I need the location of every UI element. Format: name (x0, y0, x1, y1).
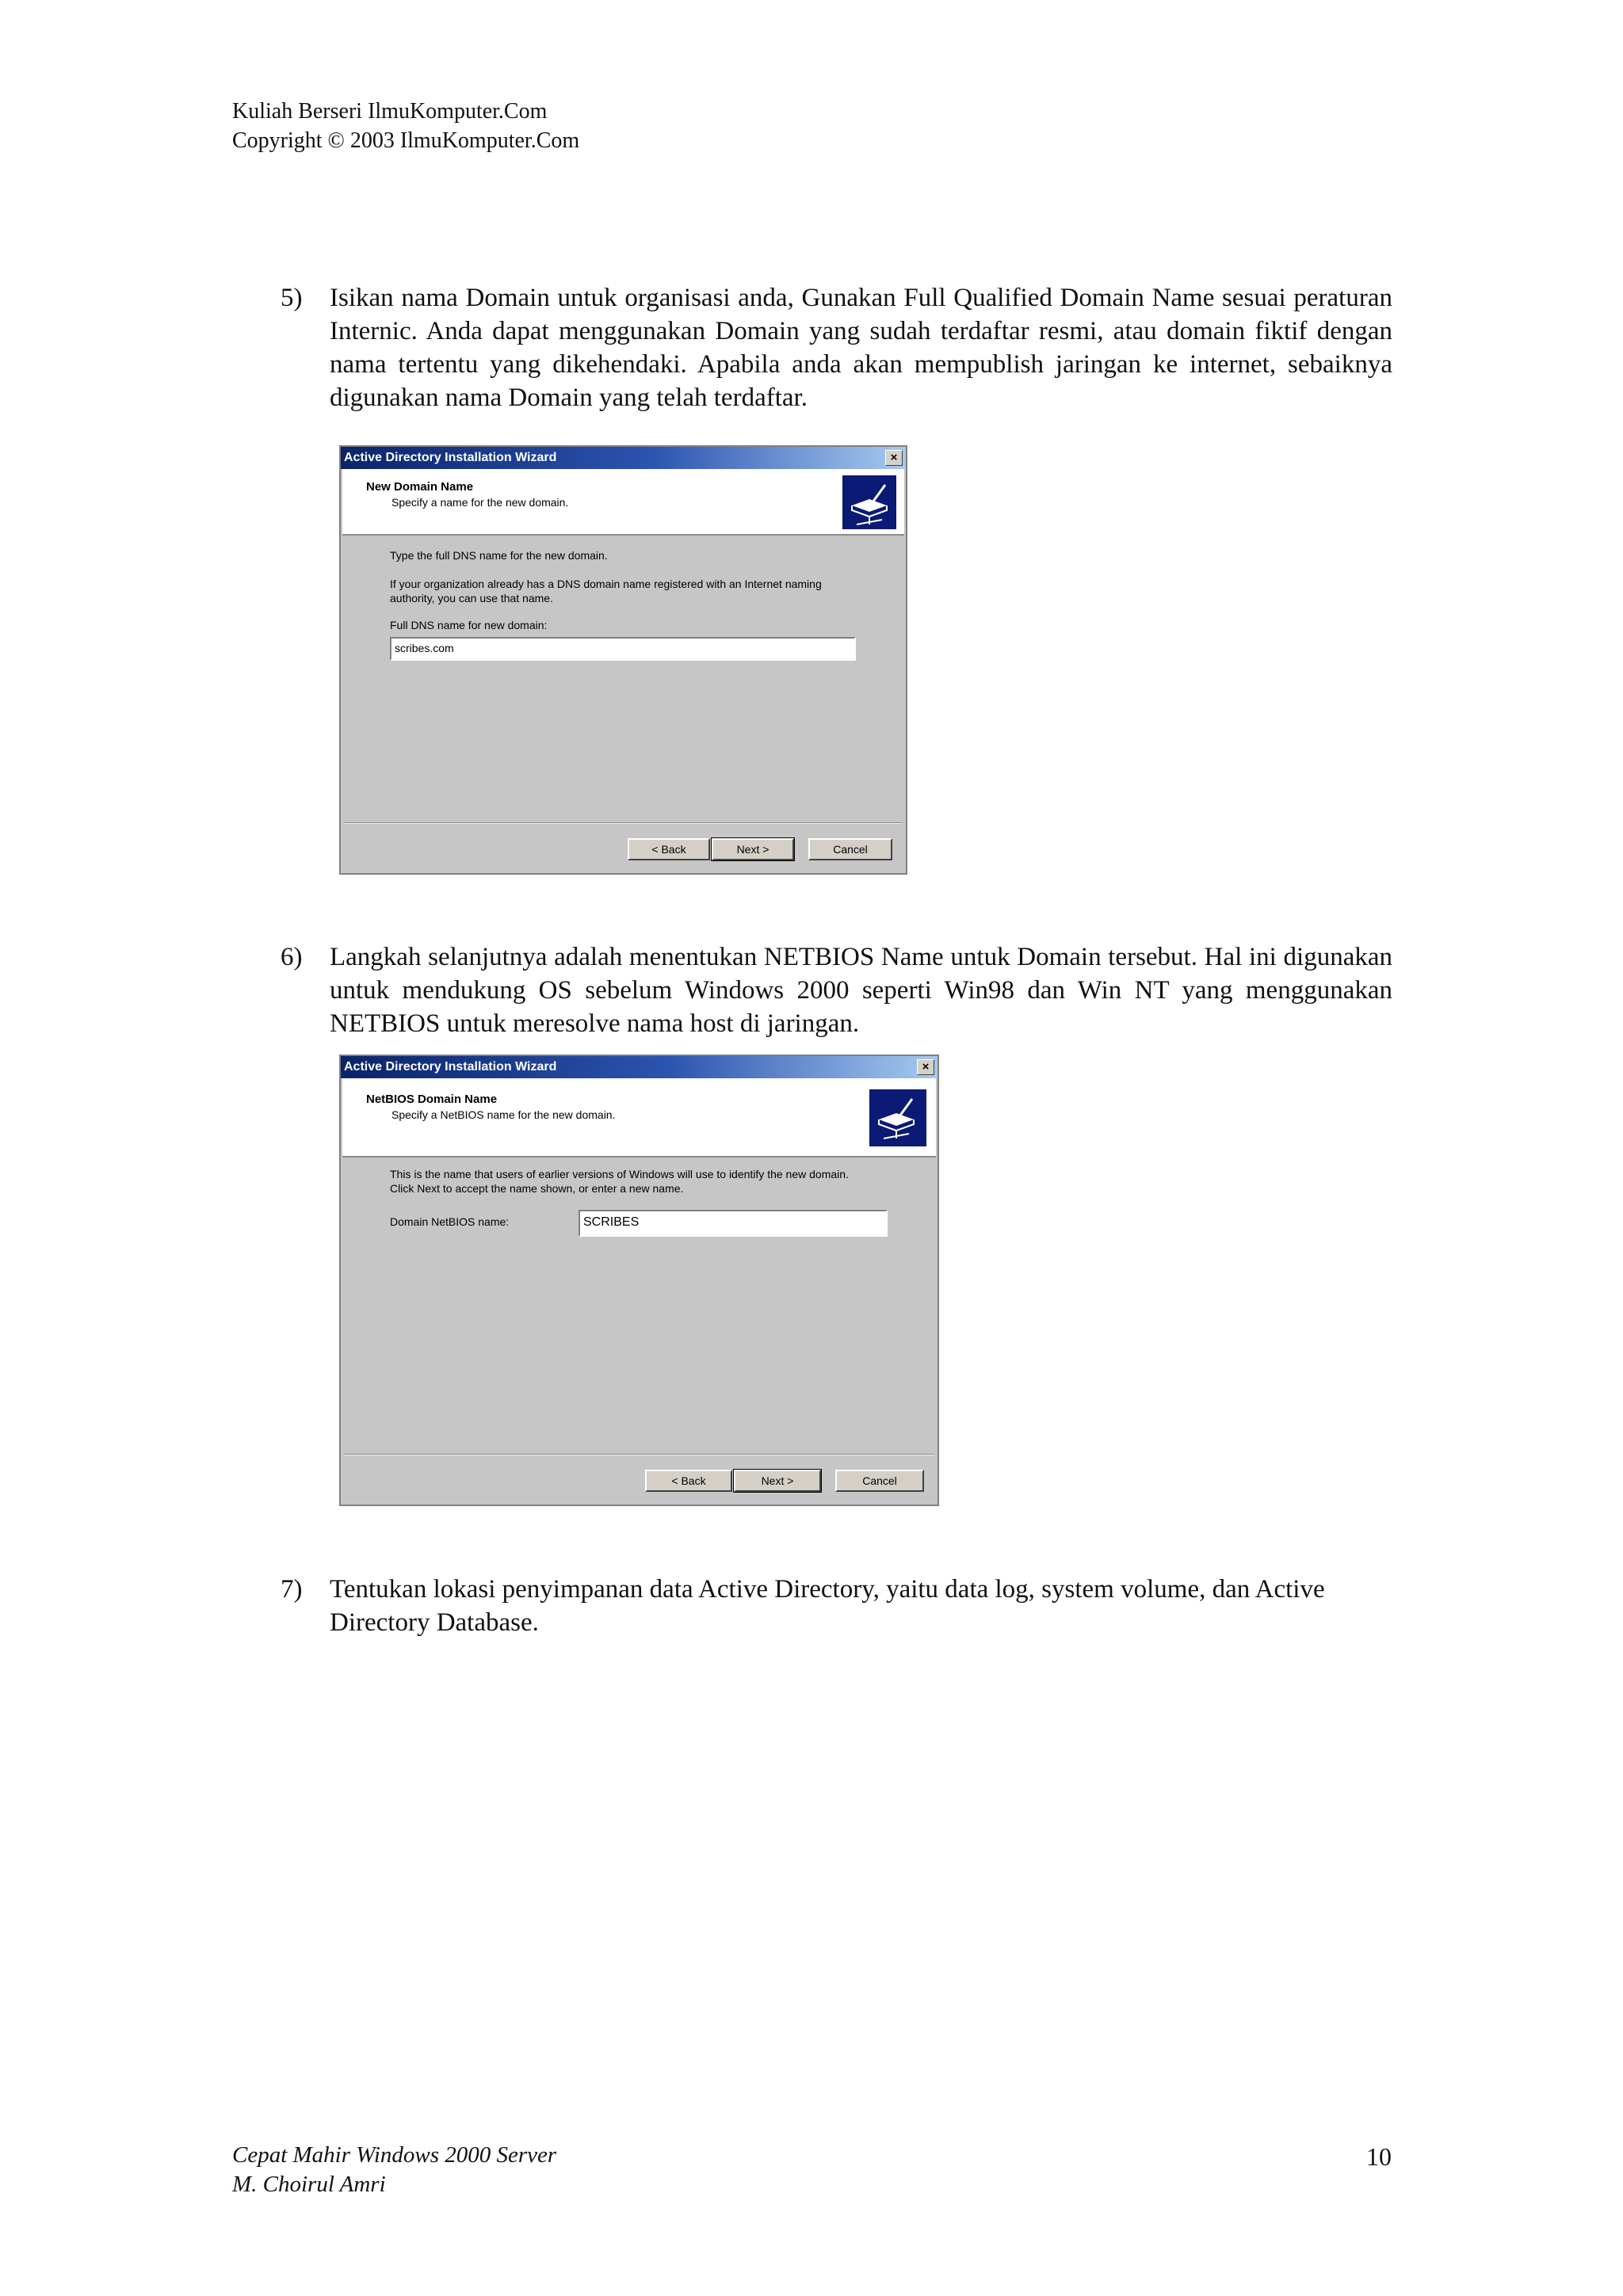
title-bar (341, 447, 906, 469)
wizard-dialog-netbios-domain-name (339, 1055, 939, 1506)
title-bar (341, 1056, 938, 1078)
header-line-1: Kuliah Berseri IlmuKomputer.Com (232, 99, 548, 124)
back-button[interactable]: < Back (628, 838, 710, 860)
netbios-field-label: Domain NetBIOS name: (390, 1215, 510, 1228)
item-text: Langkah selanjutnya adalah menentukan NETBIOS Name untuk Domain tersebut. Hal ini digunakan untuk mendukung OS sebelum Windows 2000 seperti Win98 dan Win NT yang menggunakan NETBIOS untuk meresolve nama host di jaringan. (330, 943, 1392, 1038)
wizard-subheading: Specify a name for the new domain. (391, 496, 569, 509)
header-line-2: Copyright © 2003 IlmuKomputer.Com (232, 128, 580, 153)
netbios-name-input[interactable]: SCRIBES (579, 1210, 888, 1237)
close-button[interactable]: × (885, 450, 903, 466)
item-number: 6) (281, 943, 303, 971)
footer-line-2: M. Choirul Amri (232, 2172, 386, 2197)
dns-field-label: Full DNS name for new domain: (390, 619, 548, 631)
dns-description: If your organization already has a DNS domain name registered with an Internet naming authority, you can use that name. (390, 578, 822, 605)
wizard-header (342, 469, 904, 536)
wizard-subheading: Specify a NetBIOS name for the new domain. (391, 1108, 616, 1121)
divider (344, 822, 903, 824)
close-button[interactable]: × (917, 1059, 934, 1075)
item-text: Isikan nama Domain untuk organisasi anda, Gunakan Full Qualified Domain Name sesuai peraturan Internic. Anda dapat menggunakan Domain yang sudah terdaftar resmi, atau domain fiktif dengan nama tertentu yang dikehendaki. Apabila anda akan mempublish jaringan ke internet, sebaiknya digunakan nama Domain yang telah terdaftar. (330, 284, 1392, 412)
next-button[interactable]: Next > (734, 1470, 821, 1492)
list-item-7 (281, 1573, 1392, 1639)
wizard-dialog-new-domain-name (339, 445, 907, 875)
item-text: Tentukan lokasi penyimpanan data Active Directory, yaitu data log, system volume, dan Active Directory Database. (330, 1575, 1325, 1637)
dns-instruction: Type the full DNS name for the new domain. (390, 549, 608, 562)
wizard-heading: NetBIOS Domain Name (366, 1093, 498, 1106)
wizard-heading: New Domain Name (366, 480, 474, 494)
footer-line-1: Cepat Mahir Windows 2000 Server (232, 2142, 557, 2168)
item-number: 5) (281, 284, 303, 312)
wizard-header (342, 1078, 936, 1158)
next-button[interactable]: Next > (712, 838, 794, 860)
page-number: 10 (1366, 2142, 1392, 2171)
window-title: Active Directory Installation Wizard (344, 1060, 557, 1074)
cancel-button[interactable]: Cancel (808, 838, 892, 860)
cancel-button[interactable]: Cancel (835, 1470, 924, 1492)
wizard-book-icon (842, 475, 896, 529)
item-number: 7) (281, 1575, 303, 1604)
list-item-6 (281, 940, 1392, 1040)
window-title: Active Directory Installation Wizard (344, 451, 557, 464)
list-item-5 (281, 281, 1392, 414)
dns-name-input[interactable]: scribes.com (390, 637, 856, 661)
divider (344, 1454, 934, 1455)
page-header (232, 97, 579, 155)
wizard-book-icon (869, 1089, 926, 1146)
page-footer (232, 2141, 556, 2199)
back-button[interactable]: < Back (645, 1470, 732, 1492)
netbios-description: This is the name that users of earlier versions of Windows will use to identify the new domain. Click Next to accept the name shown, or enter a new name. (390, 1168, 849, 1195)
